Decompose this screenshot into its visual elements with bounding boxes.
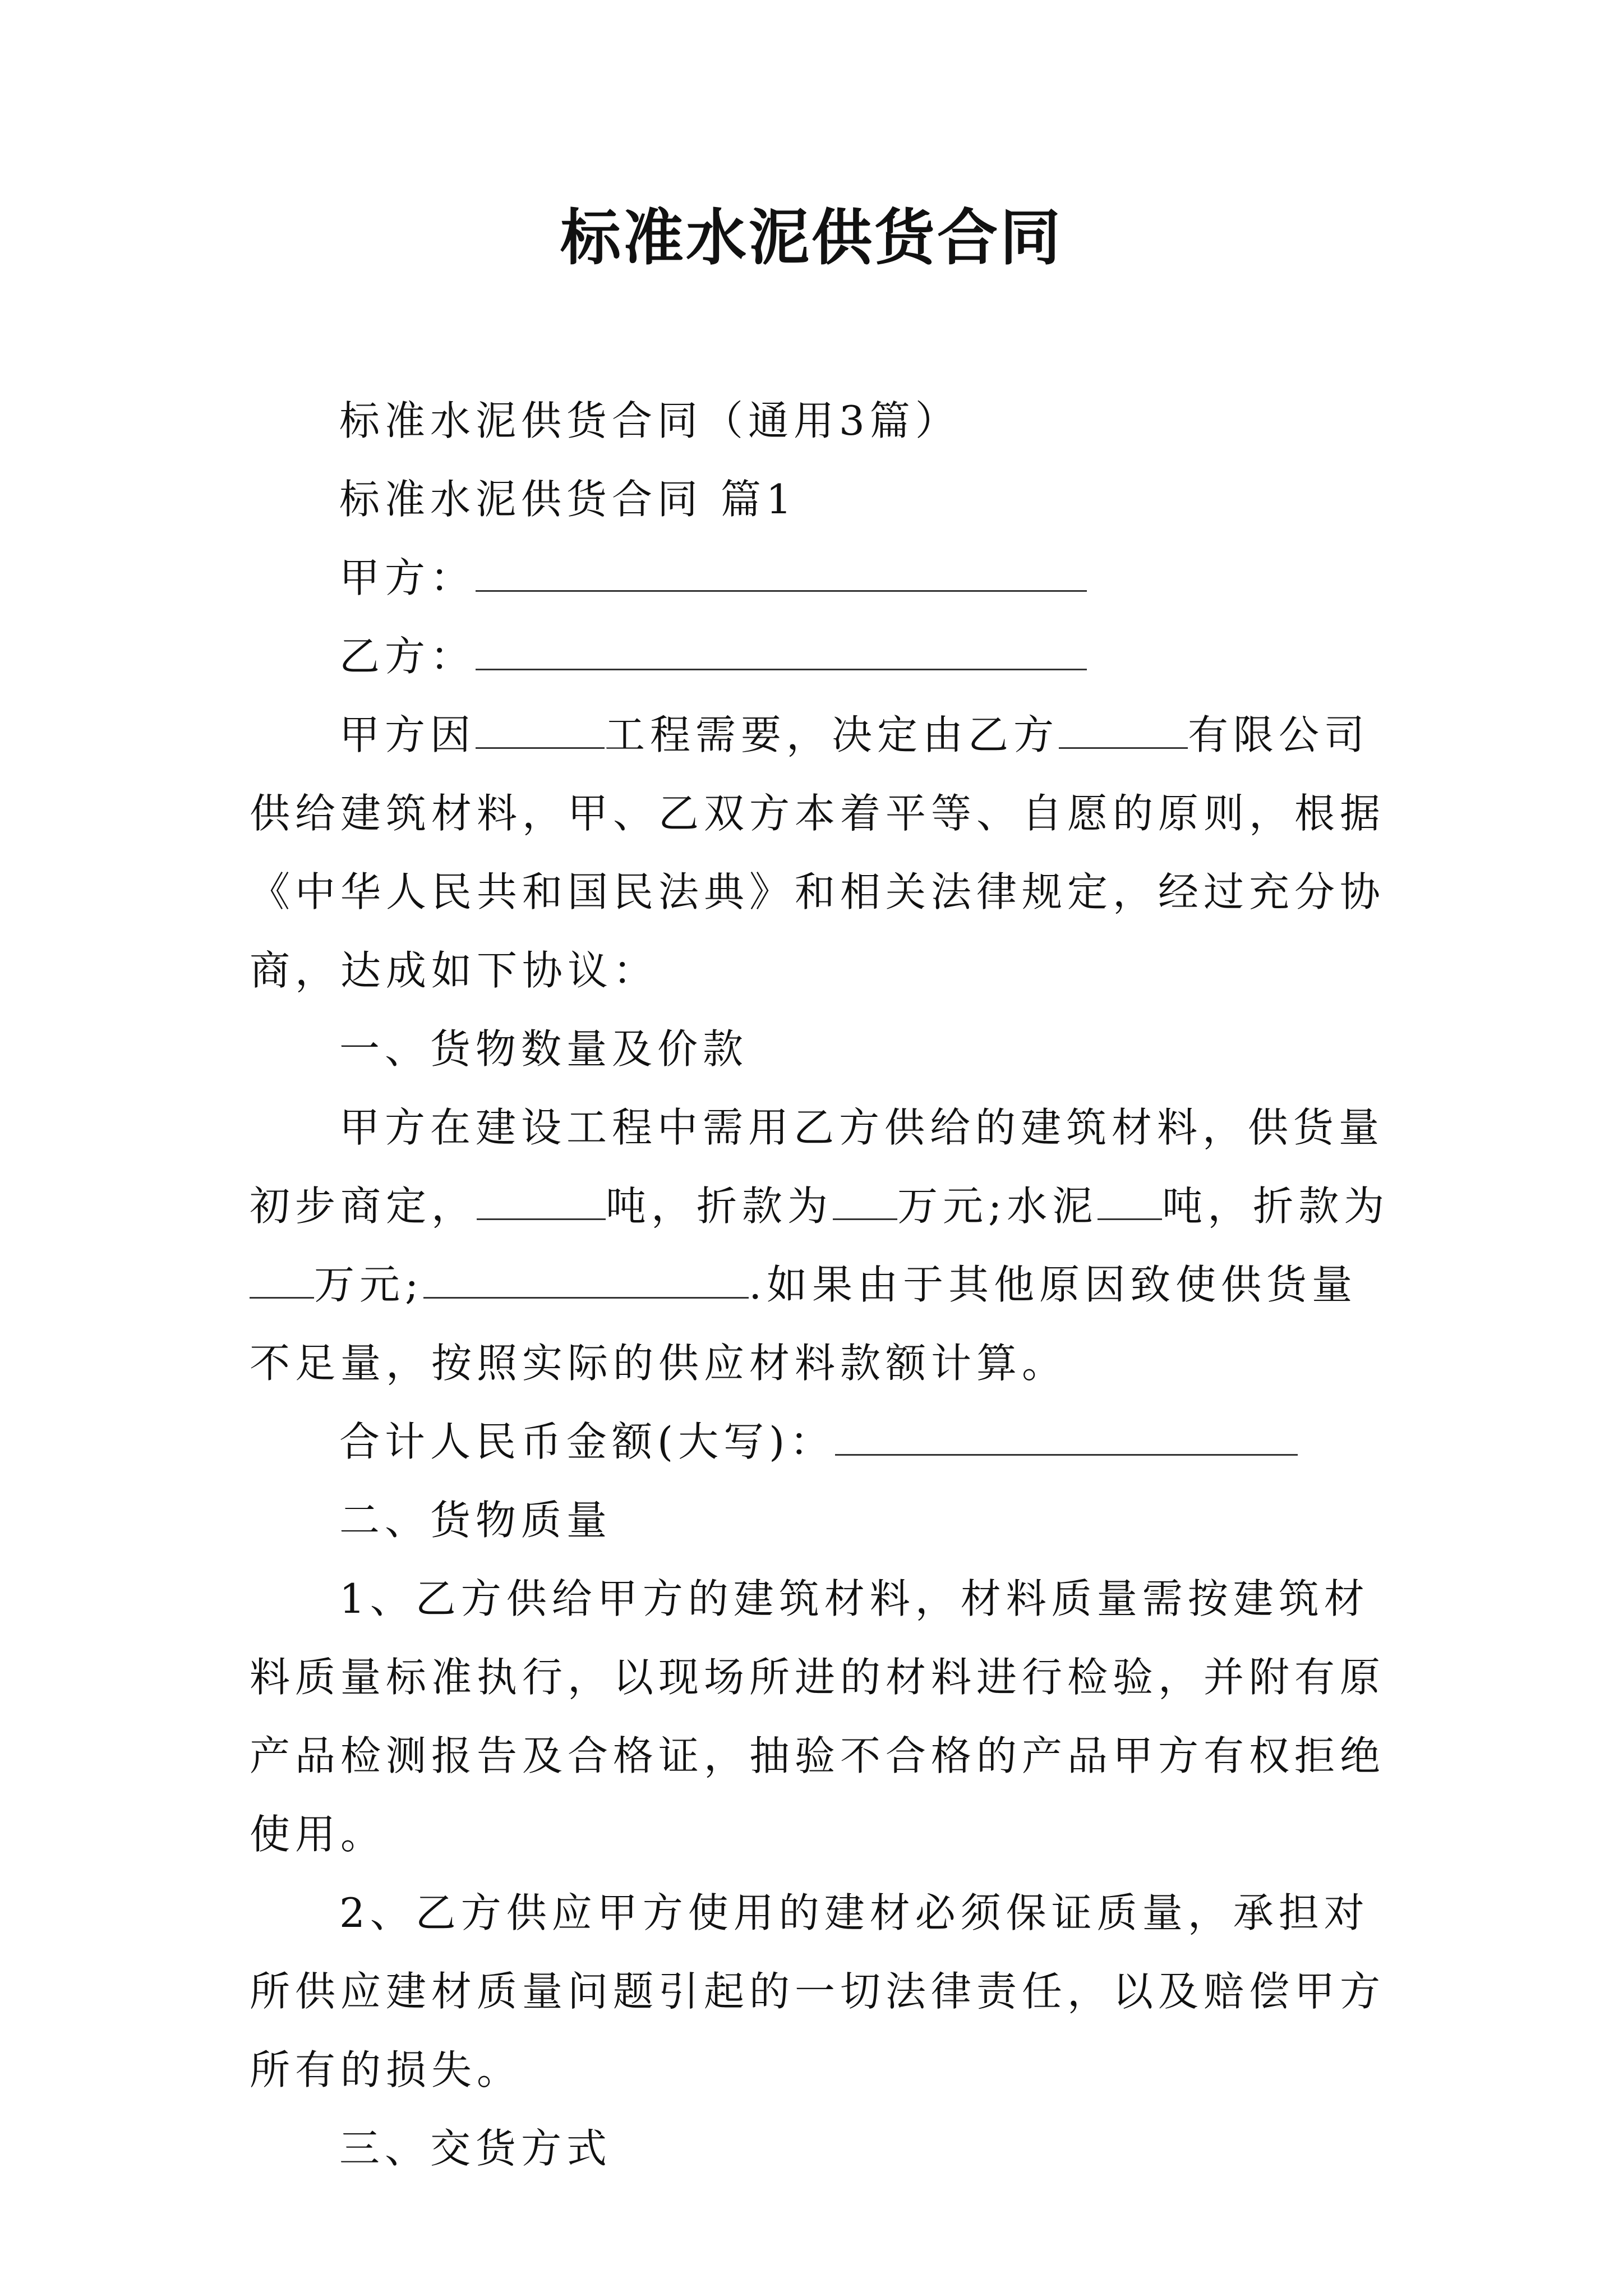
intro-paragraph	[250, 696, 1394, 1010]
party-a-label: 甲方：	[339, 554, 476, 601]
party-b-line	[250, 617, 1394, 696]
tonnage-blank	[477, 1187, 606, 1220]
intro-text-3: 有限公司供给建筑材料，甲、乙双方本着平等、自愿的原则，根据《中华人民共和国民法典》和相关法律规定，经过充分协商，达成如下协议：	[250, 711, 1386, 994]
section-2-item-2: 2、乙方供应甲方使用的建材必须保证质量，承担对所供应建材质量问题引起的一切法律责任，以及赔偿甲方所有的损失。	[250, 1889, 1386, 2093]
supplier-blank	[1059, 716, 1188, 749]
document-title: 标准水泥供货合同	[560, 203, 1063, 273]
party-a-blank	[476, 559, 1087, 592]
party-b-blank	[476, 637, 1087, 670]
section-1-heading: 一、货物数量及价款	[339, 1025, 749, 1073]
party-b-label: 乙方：	[339, 633, 476, 680]
document-body	[250, 381, 1394, 2188]
section-2-heading: 二、货物质量	[339, 1497, 612, 1544]
document-subtitle: 标准水泥供货合同（通用3篇）	[339, 397, 961, 444]
total-label: 合计人民币金额(大写)：	[339, 1418, 836, 1465]
s1-text-3: 万元;水泥	[897, 1182, 1098, 1230]
s1-text-5: 万元;	[314, 1261, 424, 1308]
project-blank	[476, 716, 605, 749]
s1-text-6: .如果由于其他原因致使供货量不足量，按照实际的供应材料款额计算。	[250, 1261, 1358, 1387]
s1-text-2: 吨，折款为	[606, 1182, 833, 1230]
section-1-paragraph	[250, 1088, 1394, 1402]
intro-text-2: 工程需要，决定由乙方	[605, 711, 1059, 758]
other-blank	[423, 1266, 749, 1299]
cement-tonnage-blank	[1098, 1187, 1162, 1220]
s1-text-1: 甲方在建设工程中需用乙方供给的建筑材料，供货量初步商定，	[250, 1104, 1385, 1230]
total-line	[250, 1402, 1394, 1481]
total-blank	[835, 1423, 1298, 1456]
intro-text-1: 甲方因	[339, 711, 476, 758]
section-3-heading: 三、交货方式	[339, 2125, 612, 2172]
amount-blank-1	[833, 1187, 897, 1220]
section-heading: 标准水泥供货合同 篇1	[339, 476, 797, 523]
s1-text-4: 吨，折款为	[1162, 1182, 1390, 1230]
amount-blank-2	[250, 1266, 314, 1299]
section-2-item-1: 1、乙方供给甲方的建筑材料，材料质量需按建筑材料质量标准执行，以现场所进的材料进行检验，并附有原产品检测报告及合格证，抽验不合格的产品甲方有权拒绝使用。	[250, 1575, 1386, 1858]
party-a-line	[250, 539, 1394, 617]
